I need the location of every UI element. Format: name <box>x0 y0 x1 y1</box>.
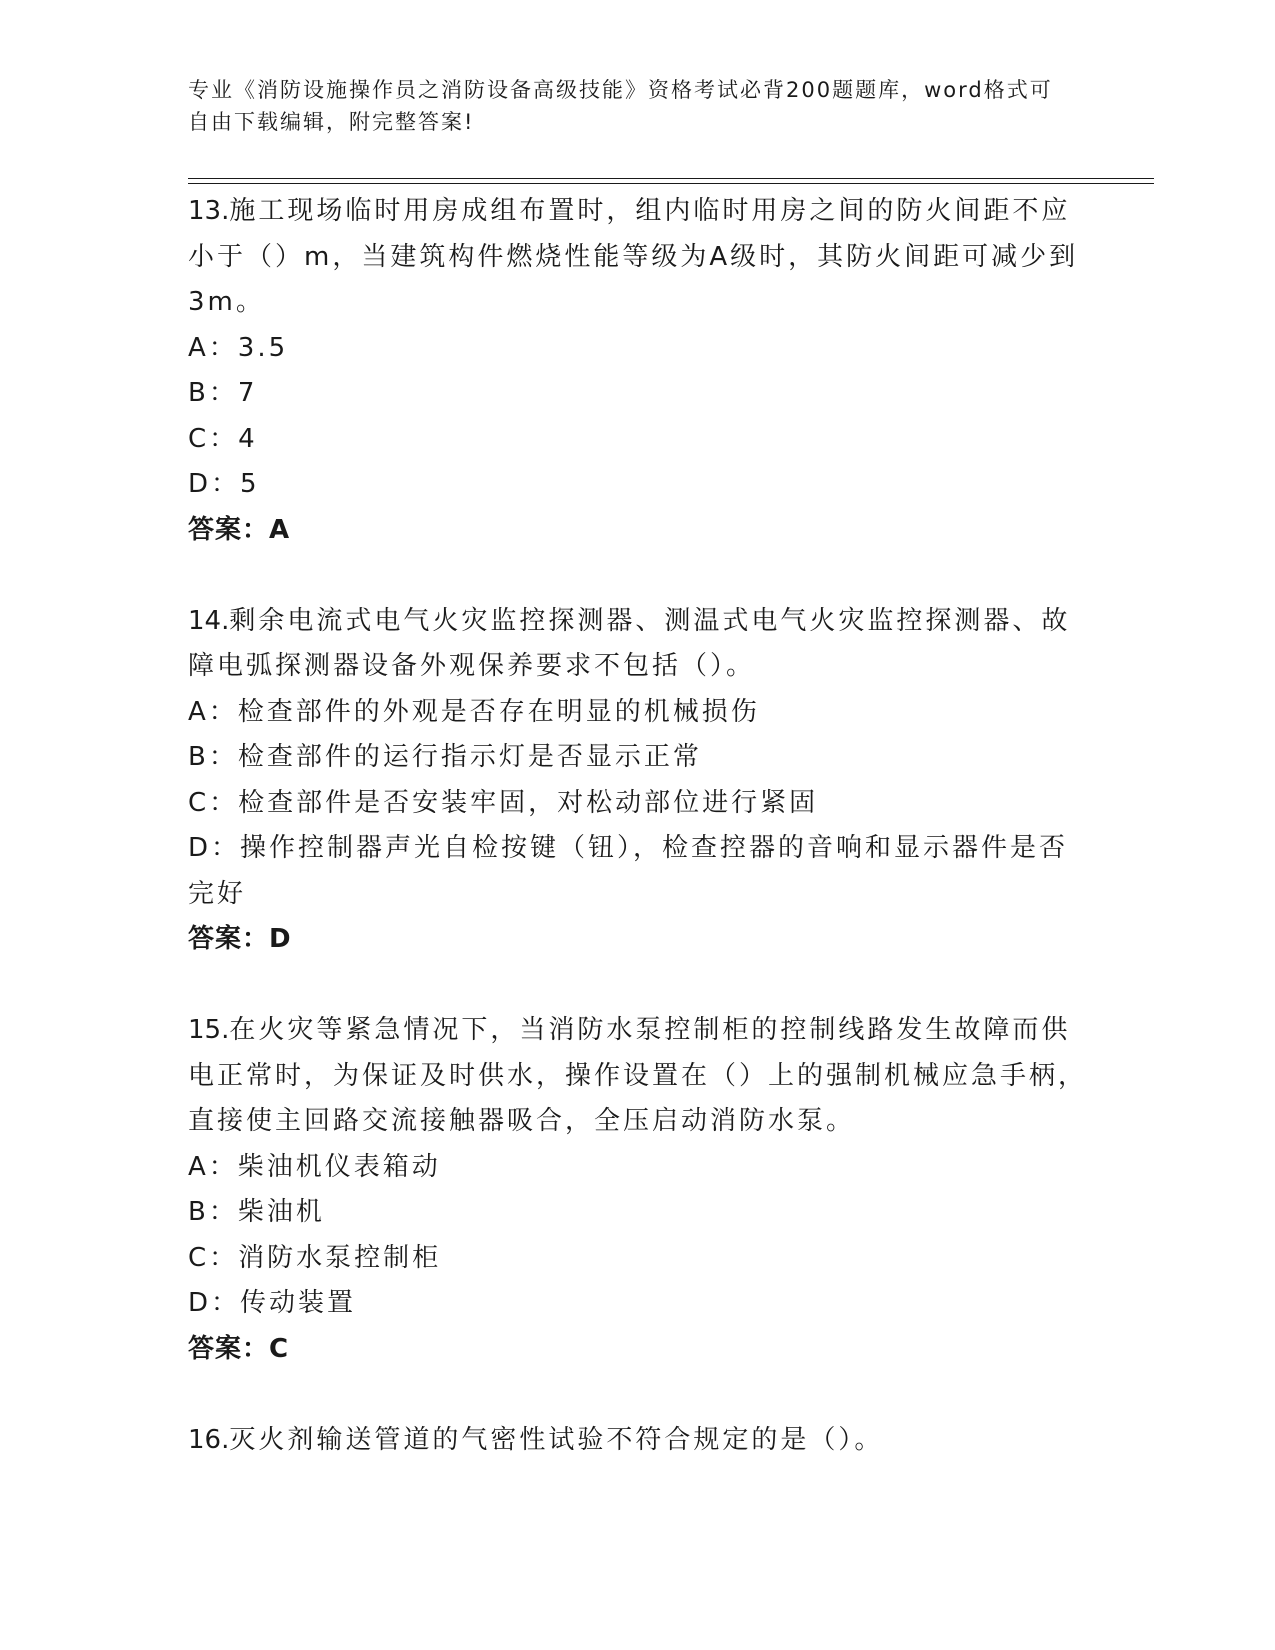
option-c: C：检查部件是否安装牢固，对松动部位进行紧固 <box>188 787 819 818</box>
question-number: 16. <box>188 1424 230 1455</box>
document-header <box>188 74 1068 138</box>
answer-line: 答案：C <box>188 1333 290 1364</box>
option-a: A：检查部件的外观是否存在明显的机械损伤 <box>188 696 760 727</box>
question-16 <box>188 1418 1088 1464</box>
question-13 <box>188 189 1088 553</box>
question-list <box>188 189 1088 1463</box>
option-b: B：柴油机 <box>188 1197 325 1227</box>
option-b: B：检查部件的运行指示灯是否显示正常 <box>188 742 702 772</box>
option-a: A：柴油机仪表箱动 <box>188 1151 441 1182</box>
answer-line: 答案：A <box>188 514 291 545</box>
question-stem: 灭火剂输送管道的气密性试验不符合规定的是（）。 <box>229 1424 884 1455</box>
question-text <box>188 1008 1088 1145</box>
question-number: 14. <box>188 605 230 636</box>
question-stem: 剩余电流式电气火灾监控探测器、测温式电气火灾监控探测器、故障电弧探测器设备外观保养要求不包括（）。 <box>188 605 1071 681</box>
question-number: 13. <box>188 196 230 226</box>
header-text: 专业《消防设施操作员之消防设备高级技能》资格考试必背200题题库，word格式可自由下载编辑，附完整答案! <box>188 78 1053 134</box>
option-c: C：4 <box>188 423 258 454</box>
option-b: B：7 <box>188 378 258 408</box>
option-d: D：5 <box>188 469 260 499</box>
option-a: A：3.5 <box>188 332 289 363</box>
question-stem: 施工现场临时用房成组布置时，组内临时用房之间的防火间距不应小于（）m，当建筑构件燃烧性能等级为A级时，其防火间距可减少到3m。 <box>188 196 1079 317</box>
question-15 <box>188 1008 1088 1372</box>
question-spacer <box>188 553 1088 599</box>
header-divider-top <box>188 178 1154 179</box>
header-divider-bottom <box>188 183 1154 184</box>
answer-line: 答案：D <box>188 924 292 954</box>
question-spacer <box>188 963 1088 1009</box>
question-text <box>188 599 1088 690</box>
option-d: D：操作控制器声光自检按键（钮），检查控器的音响和显示器件是否完好 <box>188 833 1069 909</box>
question-spacer <box>188 1372 1088 1418</box>
question-14 <box>188 599 1088 963</box>
option-c: C：消防水泵控制柜 <box>188 1242 442 1273</box>
question-stem: 在火灾等紧急情况下，当消防水泵控制柜的控制线路发生故障而供电正常时，为保证及时供水，操作设置在（）上的强制机械应急手柄，直接使主回路交流接触器吸合，全压启动消防水泵。 <box>188 1015 1088 1136</box>
question-number: 15. <box>188 1015 230 1045</box>
option-d: D：传动装置 <box>188 1288 357 1318</box>
question-text <box>188 1418 1088 1464</box>
question-text <box>188 189 1088 326</box>
